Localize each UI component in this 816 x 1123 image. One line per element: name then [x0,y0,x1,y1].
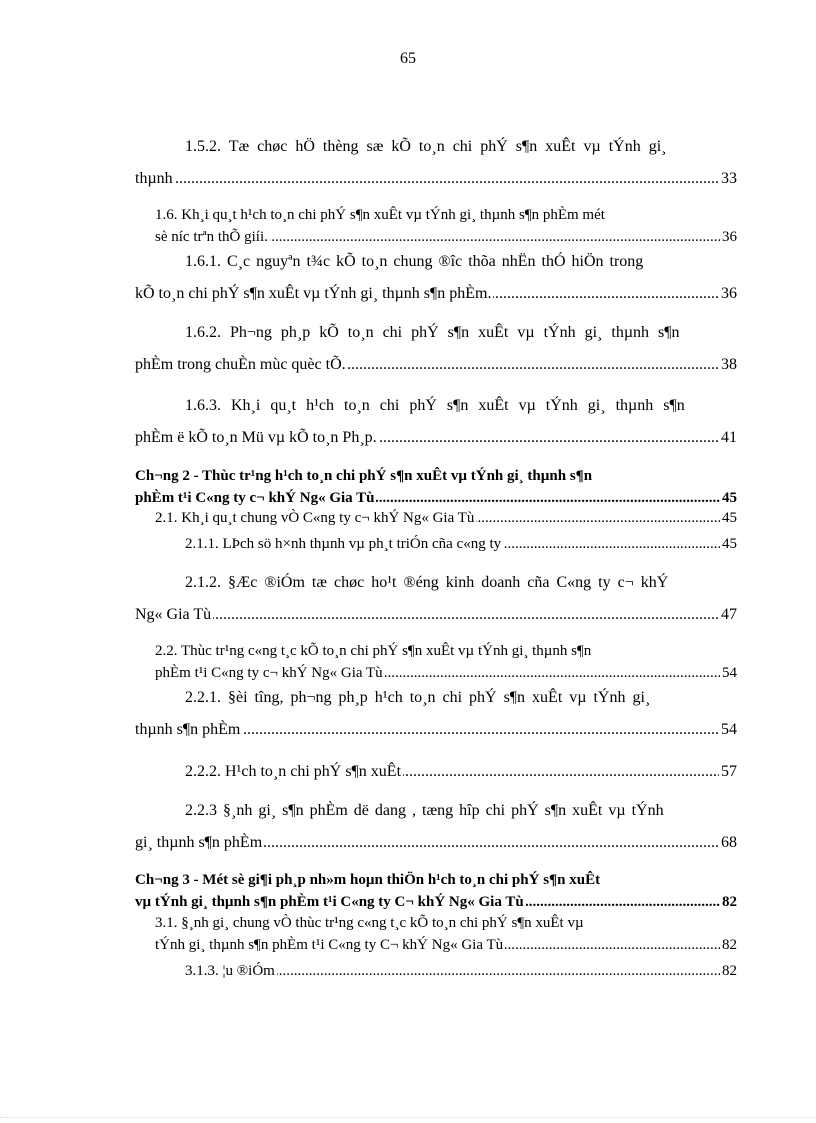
toc-chapter-3-cont: vµ tÝnh gi¸ thµnh s¶n phÈm t¹i C«ng ty C¬ khÝ Ng« Gia Tù 82 ..... [135,892,737,912]
toc-page-number: 82 [722,937,737,953]
toc-entry-1-6-2-cont: phÈm trong chuÈn mùc quèc tÕ. 38 ..... [135,355,737,375]
toc-page-number: 45 [722,490,737,506]
toc-entry-3-1-3: 3.1.3. ¦u ®iÓm 82 ..... [185,961,737,981]
toc-page-number: 82 [722,894,737,910]
toc-entry-2-1-2-cont: Ng« Gia Tù 47 ..... [135,605,737,625]
toc-entry-2-2-cont: phÈm t¹i C«ng ty c¬ khÝ Ng« Gia Tù 54 ..... [155,663,737,683]
toc-page-number: 47 [721,606,737,623]
toc-entry-3-1: 3.1. §¸nh gi¸ chung vÒ thùc tr¹ng c«ng t¸c kÕ to¸n chi phÝ s¶n xuÊt vµ [155,915,584,931]
toc-page-number: 36 [722,229,737,245]
toc-entry-1-5-2-cont: thµnh 33 ..... [135,169,737,189]
toc-entry-2-2-1-cont: thµnh s¶n phÈm 54 ..... [135,720,737,740]
toc-entry-1-5-2: 1.5.2. Tæ chøc hÖ thèng sæ kÕ to¸n chi phÝ s¶n xuÊt vµ tÝnh gi¸ [185,138,667,155]
toc-page-number: 33 [721,170,737,187]
toc-entry-2-1: 2.1. Kh¸i qu¸t chung vÒ C«ng ty c¬ khÝ Ng« Gia Tù 45 ..... [155,508,737,528]
toc-page-number: 38 [721,356,737,373]
toc-entry-3-1-cont: tÝnh gi¸ thµnh s¶n phÈm t¹i C«ng ty C¬ khÝ Ng« Gia Tù 82 ..... [155,935,737,955]
toc-page-number: 45 [722,510,737,526]
toc-page-number: 41 [721,429,737,446]
toc-chapter-2: Ch¬ng 2 - Thùc tr¹ng h¹ch to¸n chi phÝ s¶n xuÊt vµ tÝnh gi¸ thµnh s¶n [135,468,593,484]
toc-page-number: 82 [722,963,737,979]
toc-page-number: 54 [722,665,737,681]
toc-entry-2-2-2: 2.2.2. H¹ch to¸n chi phÝ s¶n xuÊt 57 ..... [185,762,737,782]
toc-page-number: 36 [721,285,737,302]
toc-page-number: 54 [721,721,737,738]
toc-entry-2-2-3-cont: gi¸ thµnh s¶n phÈm 68 ..... [135,833,737,853]
toc-entry-1-6-cont: sè níc trªn thÕ giíi. 36 ..... [155,227,737,247]
toc-entry-1-6-1: 1.6.1. C¸c nguyªn t¾c kÕ to¸n chung ®îc thõa nhËn thÓ hiÖn trong [185,253,644,270]
toc-page-number: 57 [721,763,737,780]
toc-page-number: 68 [721,834,737,851]
toc-page-number: 45 [722,536,737,552]
toc-entry-2-2: 2.2. Thùc tr¹ng c«ng t¸c kÕ to¸n chi phÝ s¶n xuÊt vµ tÝnh gi¸ thµnh s¶n [155,643,592,659]
toc-entry-1-6-3-cont: phÈm ë kÕ to¸n Mü vµ kÕ to¸n Ph¸p. 41 ..... [135,428,737,448]
toc-chapter-2-cont: phÈm t¹i C«ng ty c¬ khÝ Ng« Gia Tù 45 ..... [135,488,737,508]
toc-entry-2-2-3: 2.2.3 §¸nh gi¸ s¶n phÈm dë dang , tæng hîp chi phÝ s¶n xuÊt vµ tÝnh [185,802,664,819]
toc-entry-2-1-2: 2.1.2. §Æc ®iÓm tæ chøc ho¹t ®éng kinh doanh cña C«ng ty c¬ khÝ [185,574,669,591]
toc-entry-1-6-1-cont: kÕ to¸n chi phÝ s¶n xuÊt vµ tÝnh gi¸ thµnh s¶n phÈm. 36 ..... [135,284,737,304]
page-bottom-rule [0,1117,816,1118]
toc-entry-1-6: 1.6. Kh¸i qu¸t h¹ch to¸n chi phÝ s¶n xuÊt vµ tÝnh gi¸ thµnh s¶n phÈm mét [155,207,605,223]
toc-entry-2-1-1: 2.1.1. LÞch sö h×nh thµnh vµ ph¸t triÓn cña c«ng ty 45 ..... [185,534,737,554]
page-number: 65 [400,50,416,67]
toc-chapter-3: Ch¬ng 3 - Mét sè gi¶i ph¸p nh»m hoµn thiÖn h¹ch to¸n chi phÝ s¶n xuÊt [135,872,601,888]
toc-entry-1-6-2: 1.6.2. Ph¬ng ph¸p kÕ to¸n chi phÝ s¶n xuÊt vµ tÝnh gi¸ thµnh s¶n [185,324,680,341]
toc-entry-2-2-1: 2.2.1. §èi tîng, ph¬ng ph¸p h¹ch to¸n chi phÝ s¶n xuÊt vµ tÝnh gi¸ [185,689,651,706]
toc-entry-1-6-3: 1.6.3. Kh¸i qu¸t h¹ch to¸n chi phÝ s¶n xuÊt vµ tÝnh gi¸ thµnh s¶n [185,397,685,414]
